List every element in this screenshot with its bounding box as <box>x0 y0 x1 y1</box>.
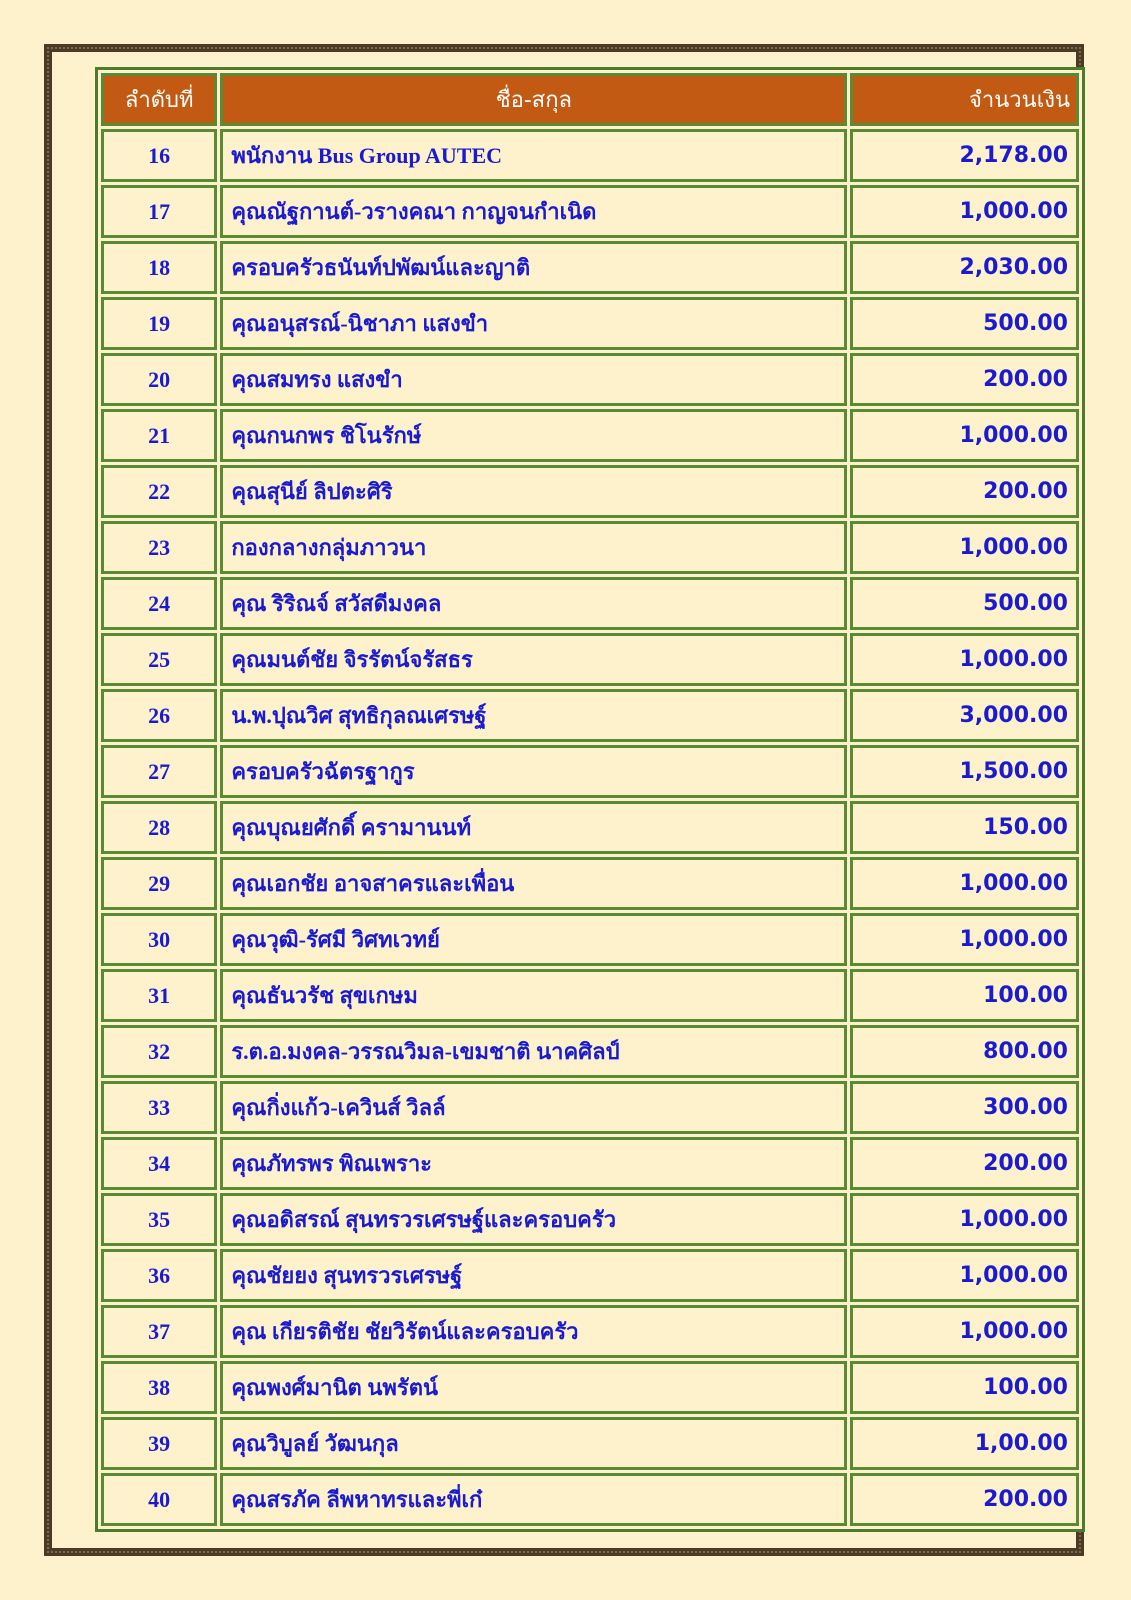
row-amount: 200.00 <box>850 353 1079 406</box>
table-body <box>101 129 1079 1526</box>
table-row <box>101 409 1079 462</box>
row-number: 32 <box>101 1025 217 1078</box>
table-row <box>101 241 1079 294</box>
header-name: ชื่อ-สกุล <box>220 73 847 126</box>
row-name: คุณกนกพร ชิโนรักษ์ <box>220 409 847 462</box>
row-number: 21 <box>101 409 217 462</box>
row-amount: 200.00 <box>850 1473 1079 1526</box>
table-row <box>101 1193 1079 1246</box>
row-number: 37 <box>101 1305 217 1358</box>
row-amount: 2,030.00 <box>850 241 1079 294</box>
row-number: 31 <box>101 969 217 1022</box>
row-name: คุณธันวรัช สุขเกษม <box>220 969 847 1022</box>
row-name: คุณวุฒิ-รัศมี วิศทเวทย์ <box>220 913 847 966</box>
row-number: 30 <box>101 913 217 966</box>
row-amount: 1,000.00 <box>850 185 1079 238</box>
row-amount: 1,000.00 <box>850 1249 1079 1302</box>
row-number: 36 <box>101 1249 217 1302</box>
table-row <box>101 297 1079 350</box>
row-amount: 500.00 <box>850 297 1079 350</box>
row-amount: 1,500.00 <box>850 745 1079 798</box>
row-name: คุณมนต์ชัย จิรรัตน์จรัสธร <box>220 633 847 686</box>
row-number: 24 <box>101 577 217 630</box>
row-name: ร.ต.อ.มงคล-วรรณวิมล-เขมชาติ นาคศิลป์ <box>220 1025 847 1078</box>
row-amount: 1,00.00 <box>850 1417 1079 1470</box>
row-name: คุณ เกียรติชัย ชัยวิรัตน์และครอบครัว <box>220 1305 847 1358</box>
table-row <box>101 353 1079 406</box>
row-name: คุณสมทรง แสงขำ <box>220 353 847 406</box>
header-amount: จำนวนเงิน <box>850 73 1079 126</box>
row-name: คุณอนุสรณ์-นิชาภา แสงขำ <box>220 297 847 350</box>
row-amount: 1,000.00 <box>850 857 1079 910</box>
table-row <box>101 465 1079 518</box>
row-amount: 1,000.00 <box>850 913 1079 966</box>
row-number: 26 <box>101 689 217 742</box>
row-number: 19 <box>101 297 217 350</box>
row-number: 39 <box>101 1417 217 1470</box>
row-number: 18 <box>101 241 217 294</box>
row-amount: 800.00 <box>850 1025 1079 1078</box>
table-row <box>101 801 1079 854</box>
row-name: คุณสรภัค ลีพหาทรและพี่เก๋ <box>220 1473 847 1526</box>
row-amount: 1,000.00 <box>850 633 1079 686</box>
table-row <box>101 129 1079 182</box>
row-name: คุณวิบูลย์ วัฒนกุล <box>220 1417 847 1470</box>
row-amount: 100.00 <box>850 1361 1079 1414</box>
row-name: กองกลางกลุ่มภาวนา <box>220 521 847 574</box>
row-number: 34 <box>101 1137 217 1190</box>
row-name: คุณกิ่งแก้ว-เควินส์ วิลล์ <box>220 1081 847 1134</box>
table-row <box>101 1249 1079 1302</box>
row-amount: 2,178.00 <box>850 129 1079 182</box>
row-amount: 300.00 <box>850 1081 1079 1134</box>
row-number: 33 <box>101 1081 217 1134</box>
row-name: คุณเอกชัย อาจสาครและเพื่อน <box>220 857 847 910</box>
table-row <box>101 1137 1079 1190</box>
table-row <box>101 913 1079 966</box>
row-number: 35 <box>101 1193 217 1246</box>
row-amount: 1,000.00 <box>850 1193 1079 1246</box>
row-name: คุณบุณยศักดิ์ ครามานนท์ <box>220 801 847 854</box>
row-amount: 1,000.00 <box>850 409 1079 462</box>
row-amount: 100.00 <box>850 969 1079 1022</box>
table-header-row <box>101 73 1079 126</box>
table-row <box>101 521 1079 574</box>
row-name: น.พ.ปุณวิศ สุทธิกุลณเศรษฐ์ <box>220 689 847 742</box>
donor-table <box>95 67 1085 1532</box>
table-row <box>101 577 1079 630</box>
row-name: คุณพงศ์มานิต นพรัตน์ <box>220 1361 847 1414</box>
row-name: คุณ ริริณจ์ สวัสดีมงคล <box>220 577 847 630</box>
row-number: 28 <box>101 801 217 854</box>
row-amount: 200.00 <box>850 1137 1079 1190</box>
row-amount: 3,000.00 <box>850 689 1079 742</box>
row-number: 20 <box>101 353 217 406</box>
row-number: 23 <box>101 521 217 574</box>
row-name: คุณณัฐกานต์-วรางคณา กาญจนกำเนิด <box>220 185 847 238</box>
table-row <box>101 745 1079 798</box>
row-amount: 150.00 <box>850 801 1079 854</box>
row-amount: 200.00 <box>850 465 1079 518</box>
table-row <box>101 1361 1079 1414</box>
table-row <box>101 1473 1079 1526</box>
table-row <box>101 1417 1079 1470</box>
row-name: คุณชัยยง สุนทรวรเศรษฐ์ <box>220 1249 847 1302</box>
table-row <box>101 969 1079 1022</box>
row-number: 27 <box>101 745 217 798</box>
row-name: คุณอดิสรณ์ สุนทรวรเศรษฐ์และครอบครัว <box>220 1193 847 1246</box>
header-number: ลำดับที่ <box>101 73 217 126</box>
row-number: 16 <box>101 129 217 182</box>
table-row <box>101 857 1079 910</box>
row-amount: 1,000.00 <box>850 1305 1079 1358</box>
row-name: คุณสุนีย์ ลิปตะศิริ <box>220 465 847 518</box>
table-row <box>101 1081 1079 1134</box>
row-number: 17 <box>101 185 217 238</box>
table-row <box>101 1305 1079 1358</box>
row-number: 29 <box>101 857 217 910</box>
table-row <box>101 689 1079 742</box>
row-number: 38 <box>101 1361 217 1414</box>
row-name: คุณภัทรพร พิณเพราะ <box>220 1137 847 1190</box>
row-amount: 1,000.00 <box>850 521 1079 574</box>
row-number: 40 <box>101 1473 217 1526</box>
row-name: ครอบครัวธนันท์ปพัฒน์และญาติ <box>220 241 847 294</box>
row-number: 22 <box>101 465 217 518</box>
table-row <box>101 633 1079 686</box>
row-amount: 500.00 <box>850 577 1079 630</box>
table-row <box>101 185 1079 238</box>
row-name: ครอบครัวฉัตรฐากูร <box>220 745 847 798</box>
table-row <box>101 1025 1079 1078</box>
row-number: 25 <box>101 633 217 686</box>
row-name: พนักงาน Bus Group AUTEC <box>220 129 847 182</box>
